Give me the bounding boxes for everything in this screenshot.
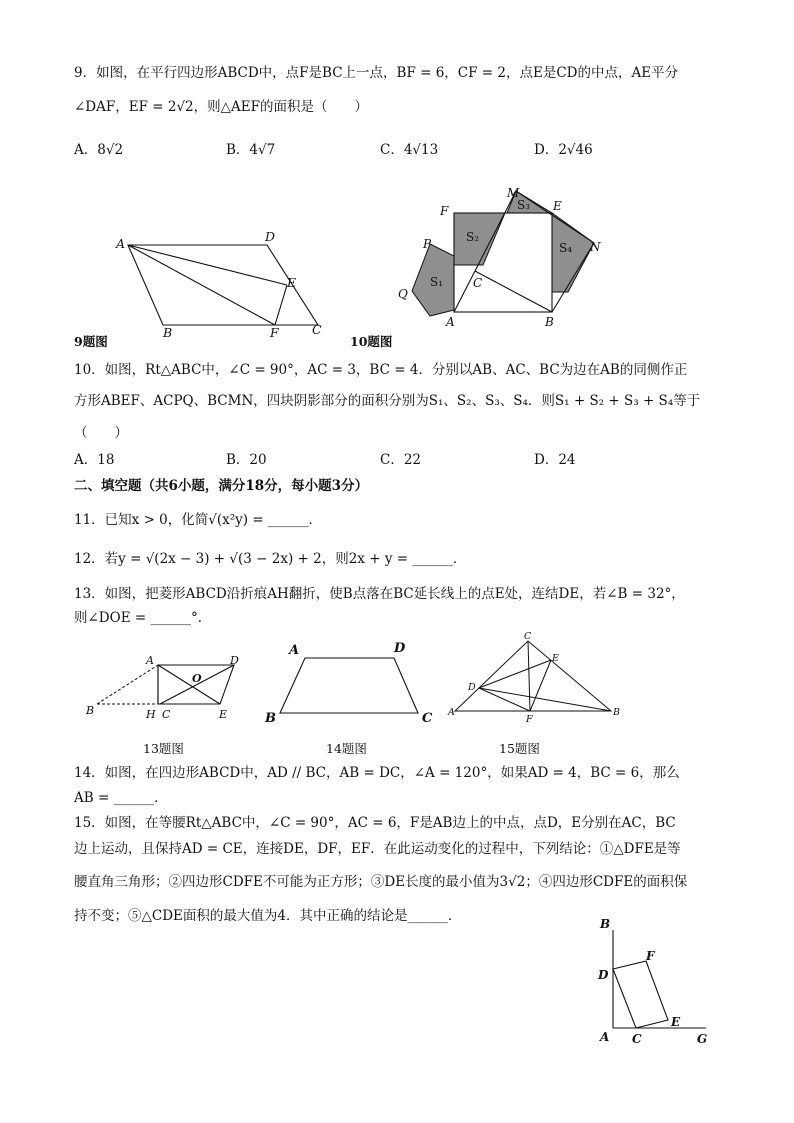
fig10-label-s3: S₃ [517,198,531,212]
fig10-caption: 10题图 [350,334,393,349]
fig10-label-s1: S₁ [430,275,444,289]
fig10-label-s4: S₄ [559,241,573,255]
fig9-label-c: C [312,322,322,337]
fig13-caption: 13题图 [143,741,184,756]
fig10-label-a: A [446,315,455,329]
fig13-label-c: C [162,708,171,721]
fig10-label-b: B [545,315,554,329]
fig15-label-d: D [468,682,476,693]
fig9-label-d: D [265,229,276,244]
fig16-label-f: F [646,949,655,963]
q9-option-c: C．4√13 [380,142,439,158]
section-2-heading: 二、填空题（共6小题，满分18分，每小题3分） [74,478,369,494]
q9-option-d: D．2√46 [534,142,593,158]
fig13-label-b: B [86,704,95,717]
q10-line-3: （ ） [74,425,128,441]
fig9-label-b: B [163,325,173,340]
fig16-label-e: E [671,1015,681,1029]
fig9-label-a: A [116,236,126,251]
fig15-label-b: B [613,707,620,718]
q12-text: 12．若y = √(2x − 3) + √(3 − 2x) + 2，则2x + y = ______． [74,551,467,567]
fig9-label-e: E [287,275,297,290]
fig13-label-o: O [192,672,202,685]
fig15-caption: 15题图 [499,741,540,756]
q15-line-3: 腰直角三角形；②四边形CDFE不可能为正方形；③DE长度的最小值为3√2；④四边形CDFE的面积保 [74,874,688,890]
q14-line-2: AB = ______． [74,790,168,806]
fig16-quad-cdfe [613,961,668,1028]
fig15-label-c: C [524,631,532,642]
fig16-label-b: B [600,917,611,931]
q11-text: 11．已知x > 0，化简√(x²y) = ______． [74,512,322,528]
q13-line-2: 则∠DOE = ______°． [74,610,212,626]
q9-line-2: ∠DAF，EF = 2√2，则△AEF的面积是（ ） [74,99,369,115]
fig15-label-a: A [448,707,455,718]
q10-line-2: 方形ABEF、ACPQ、BCMN，四块阴影部分的面积分别为S₁、S₂、S₃、S₄．则S₁ + S₂ + S₃ + S₄等于 [74,393,701,409]
fig13-label-d: D [230,654,239,667]
fig13-label-h: H [146,708,156,721]
q10-line-1: 10．如图，Rt△ABC中，∠C = 90°，AC = 3，BC = 4．分别以AB、AC、BC为边在AB的同侧作正 [74,362,688,378]
q10-option-d: D．24 [534,452,576,468]
fig10-label-p: P [423,237,432,251]
fig10-label-m: M [507,186,520,200]
fig10-label-e: E [553,199,562,213]
q9-option-a: A．8√2 [74,142,124,158]
fig14-label-d: D [394,641,406,656]
fig9-label-f: F [270,325,279,340]
fig15-label-f: F [526,714,533,725]
q14-line-1: 14．如图，在四边形ABCD中，AD // BC，AB = DC，∠A = 120°，如果AD = 4，BC = 6，那么 [74,765,680,781]
fig10-label-c: C [473,276,483,290]
q15-line-1: 15．如图，在等腰Rt△ABC中，∠C = 90°，AC = 6，F是AB边上的中点，点D，E分别在AC，BC [74,815,676,831]
fig16-label-a: A [600,1030,610,1044]
fig10-label-q: Q [398,287,408,301]
fig15-label-e: E [552,653,559,664]
q10-option-c: C．22 [380,452,422,468]
fig14-caption: 14题图 [326,741,367,756]
fig10-label-f: F [440,204,449,218]
fig13-label-a: A [146,654,154,667]
fig16-label-g: G [697,1032,708,1046]
q10-option-a: A．18 [74,452,115,468]
fig14-label-a: A [289,643,300,658]
fig13-label-e: E [219,708,228,721]
q15-line-2: 边上运动，且保持AD = CE，连接DE，DF，EF．在此运动变化的过程中，下列结论：①△DFE是等 [74,841,681,857]
fig10-label-n: N [590,240,601,254]
fig16-label-c: C [632,1032,642,1046]
fig14-label-c: C [422,711,433,726]
q13-line-1: 13．如图，把菱形ABCD沿折痕AH翻折，使B点落在BC延长线上的点E处，连结DE，若∠B = 32°， [74,586,685,602]
fig10-label-s2: S₂ [466,230,480,244]
q10-option-b: B．20 [226,452,267,468]
q15-line-4: 持不变；⑤△CDE面积的最大值为4．其中正确的结论是______． [74,908,462,924]
q9-line-1: 9．如图，在平行四边形ABCD中，点F是BC上一点，BF = 6，CF = 2，点E是CD的中点，AE平分 [74,65,679,81]
fig9-caption: 9题图 [74,334,108,349]
fig16-label-d: D [598,968,609,982]
fig14-label-b: B [265,711,276,726]
q9-option-b: B．4√7 [226,142,276,158]
